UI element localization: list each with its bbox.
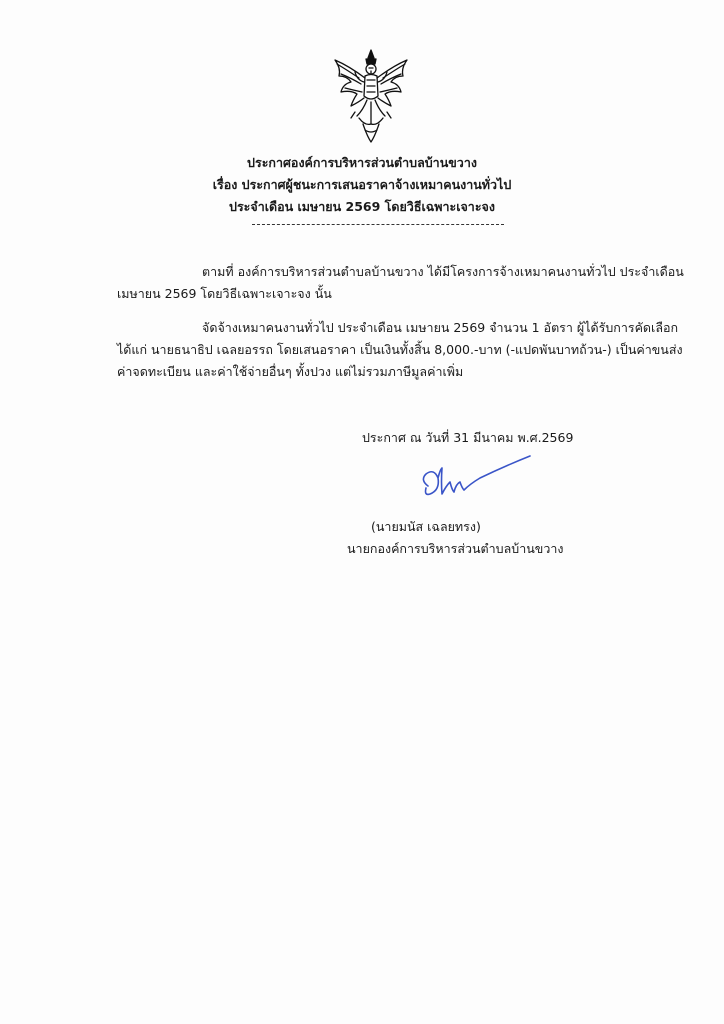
announcement-date: ประกาศ ณ วันที่ 31 มีนาคม พ.ศ.2569	[362, 430, 574, 445]
garuda-emblem-icon	[329, 46, 413, 144]
header-divider	[252, 224, 504, 225]
paragraph-1-line-1: ตามที่ องค์การบริหารส่วนตำบลบ้านขวาง ได้มีโครงการจ้างเหมาคนงานทั่วไป ประจำเดือน	[202, 264, 684, 279]
header-line-1: ประกาศองค์การบริหารส่วนตำบลบ้านขวาง	[247, 155, 477, 170]
signatory-title: นายกองค์การบริหารส่วนตำบลบ้านขวาง	[347, 541, 564, 556]
paragraph-1-line-2: เมษายน 2569 โดยวิธีเฉพาะเจาะจง นั้น	[117, 286, 332, 301]
handwritten-signature	[410, 446, 550, 516]
paragraph-2	[117, 317, 683, 383]
paragraph-2-line-3: ค่าจดทะเบียน และค่าใช้จ่ายอื่นๆ ทั้งปวง แต่ไม่รวมภาษีมูลค่าเพิ่ม	[117, 364, 464, 379]
header-line-2: เรื่อง ประกาศผู้ชนะการเสนอราคาจ้างเหมาคนงานทั่วไป	[212, 177, 512, 192]
header-line-3: ประจำเดือน เมษายน 2569 โดยวิธีเฉพาะเจาะจง	[229, 199, 495, 214]
paragraph-2-line-1: จัดจ้างเหมาคนงานทั่วไป ประจำเดือน เมษายน 2569 จำนวน 1 อัตรา ผู้ได้รับการคัดเลือก	[202, 320, 679, 335]
paragraph-1	[117, 261, 684, 305]
announcement-header	[150, 152, 574, 218]
paragraph-2-line-2: ได้แก่ นายธนาธิป เฉลยอรรถ โดยเสนอราคา เป็นเงินทั้งสิ้น 8,000.-บาท (-แปดพันบาทถ้วน-) เป็นค่าขนส่ง	[117, 342, 683, 357]
signatory-name: (นายมนัส เฉลยทรง)	[371, 519, 481, 534]
